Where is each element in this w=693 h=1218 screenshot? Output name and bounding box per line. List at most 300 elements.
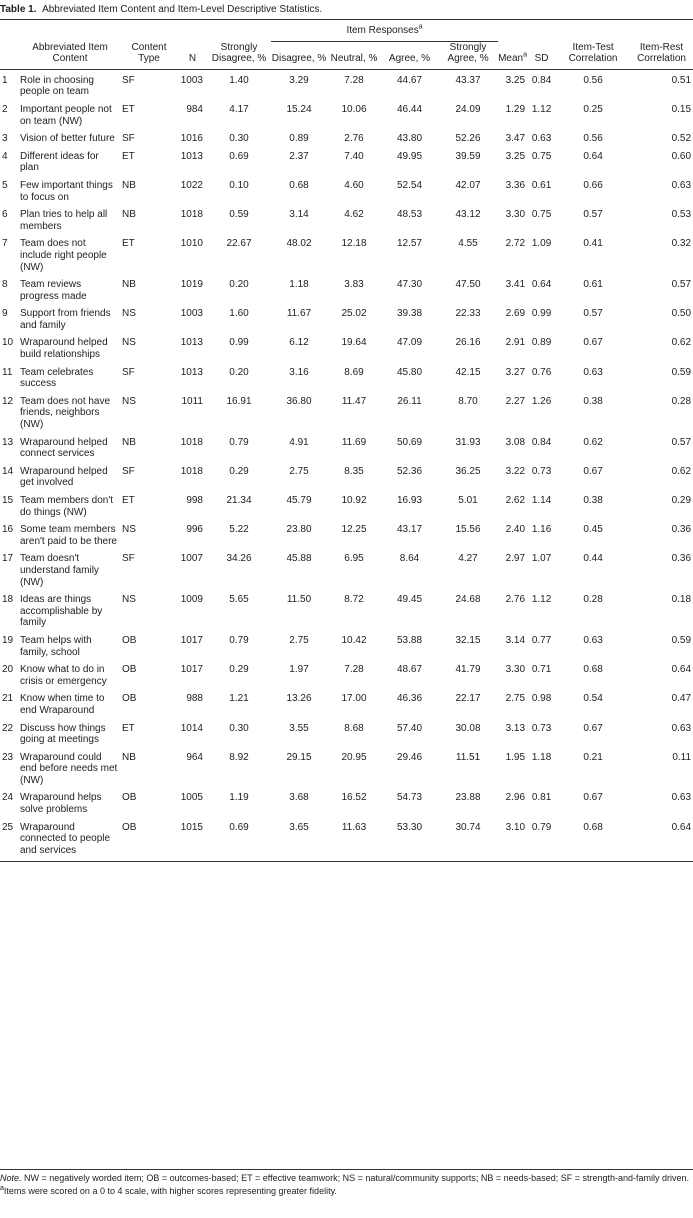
sd-value: 1.09 <box>531 238 552 250</box>
neutral-pct: 19.64 <box>341 337 367 349</box>
col-header-neutral: Neutral, % <box>327 41 381 69</box>
disagree-pct: 2.75 <box>289 634 309 646</box>
n-value: 1011 <box>181 395 203 407</box>
content-type: SF <box>122 133 135 145</box>
agree-pct: 45.80 <box>396 366 423 378</box>
mean-value: 2.91 <box>505 337 526 349</box>
n-value: 984 <box>186 103 203 115</box>
item-content: Team helps with family, school <box>20 634 92 658</box>
neutral-pct: 11.63 <box>327 816 381 862</box>
table-row <box>0 629 693 658</box>
item-test-correlation: 0.67 <box>583 337 603 349</box>
item-test-correlation: 0.21 <box>583 751 603 763</box>
agree-pct: 57.40 <box>396 722 423 734</box>
item-content: Support from friends and family <box>20 308 111 331</box>
row-index: 18 <box>2 594 14 606</box>
item-rest-correlation: 0.62 <box>671 465 692 477</box>
neutral-pct: 6.95 <box>344 553 364 565</box>
n-value: 1017 <box>180 634 203 646</box>
content-type: OB <box>122 792 137 804</box>
row-index: 1 <box>2 74 8 86</box>
neutral-pct: 25.02 <box>341 308 367 320</box>
strongly-disagree-pct: 1.19 <box>229 792 249 804</box>
neutral-pct: 16.52 <box>341 792 367 804</box>
content-type: NS <box>122 337 136 349</box>
disagree-pct: 45.88 <box>286 553 312 565</box>
disagree-pct: 0.89 <box>289 133 309 145</box>
strongly-agree-pct: 4.55 <box>458 238 478 250</box>
sd-value: 0.64 <box>531 279 552 291</box>
n-value: 1009 <box>180 594 203 606</box>
agree-pct: 49.45 <box>396 594 423 606</box>
agree-pct: 53.30 <box>381 816 438 862</box>
n-value: 988 <box>186 693 203 705</box>
disagree-pct: 15.24 <box>286 103 312 115</box>
item-rest-correlation: 0.51 <box>671 74 692 86</box>
table-row <box>0 302 693 331</box>
item-rest-correlation: 0.63 <box>671 722 692 734</box>
sd-value: 0.79 <box>527 816 556 862</box>
item-rest-correlation: 0.28 <box>671 395 692 407</box>
col-header-index <box>0 41 20 69</box>
table-row <box>0 145 693 174</box>
neutral-pct: 3.83 <box>344 279 364 291</box>
strongly-agree-pct: 8.70 <box>458 395 478 407</box>
agree-pct: 43.80 <box>396 133 423 145</box>
strongly-disagree-pct: 5.22 <box>229 524 249 536</box>
item-content: Wraparound helped get involved <box>20 465 108 489</box>
strongly-agree-pct: 15.56 <box>455 524 481 536</box>
n-value: 1022 <box>180 179 203 191</box>
strongly-agree-pct: 31.93 <box>455 436 481 448</box>
agree-pct: 47.30 <box>396 279 423 291</box>
table-notes <box>0 1173 690 1197</box>
row-index: 21 <box>2 693 14 705</box>
bottom-rule <box>0 1169 693 1170</box>
n-value: 1003 <box>180 74 203 86</box>
item-rest-correlation: 0.52 <box>671 133 692 145</box>
strongly-disagree-pct: 22.67 <box>226 238 252 250</box>
strongly-disagree-pct: 0.30 <box>229 722 249 734</box>
agree-pct: 53.88 <box>396 634 423 646</box>
sd-value: 1.12 <box>531 594 552 606</box>
content-type: NS <box>122 594 136 606</box>
sd-value: 0.75 <box>531 209 552 221</box>
mean-value: 3.27 <box>505 366 526 378</box>
item-content: Know when time to end Wraparound <box>20 693 105 716</box>
table-row <box>0 98 693 127</box>
neutral-pct: 8.68 <box>344 722 364 734</box>
neutral-pct: 8.72 <box>344 594 364 606</box>
row-index: 3 <box>2 133 8 145</box>
disagree-pct: 36.80 <box>286 395 312 407</box>
strongly-disagree-pct: 8.92 <box>229 751 249 763</box>
sd-value: 0.73 <box>531 465 552 477</box>
row-index: 24 <box>2 792 14 804</box>
descriptive-stats-table <box>0 22 693 862</box>
item-test-correlation: 0.57 <box>583 308 603 320</box>
item-content: Wraparound helps solve problems <box>20 792 102 816</box>
agree-pct: 44.67 <box>396 74 423 86</box>
item-rest-correlation: 0.57 <box>671 436 692 448</box>
n-value: 1003 <box>180 308 203 320</box>
sd-value: 0.77 <box>531 634 552 646</box>
content-type: SF <box>122 366 135 378</box>
content-type: NS <box>122 308 136 320</box>
item-content: Team celebrates success <box>20 366 94 390</box>
strongly-disagree-pct: 0.69 <box>229 150 249 162</box>
neutral-pct: 11.69 <box>341 436 367 448</box>
agree-pct: 8.64 <box>399 553 420 565</box>
neutral-pct: 10.06 <box>341 103 367 115</box>
table-row <box>0 816 693 862</box>
item-rest-correlation: 0.57 <box>671 279 692 291</box>
n-value: 1018 <box>180 436 203 448</box>
n-value: 1016 <box>180 133 203 145</box>
mean-value: 3.08 <box>505 436 526 448</box>
mean-value: 2.27 <box>505 395 526 407</box>
content-type: NB <box>122 751 136 763</box>
n-value: 1007 <box>180 553 203 565</box>
table-row <box>0 273 693 302</box>
row-index: 14 <box>2 465 14 477</box>
content-type: NB <box>122 436 136 448</box>
item-test-correlation: 0.56 <box>583 133 603 145</box>
col-header-item-test: Item-Test Correlation <box>556 41 630 69</box>
strongly-disagree-pct: 0.29 <box>229 465 249 477</box>
neutral-pct: 12.18 <box>341 238 367 250</box>
strongly-agree-pct: 22.33 <box>455 308 481 320</box>
row-index: 7 <box>2 238 8 250</box>
mean-value: 2.72 <box>505 238 526 250</box>
neutral-pct: 8.69 <box>344 366 364 378</box>
strongly-agree-pct: 39.59 <box>455 150 481 162</box>
sd-value: 1.18 <box>531 751 552 763</box>
item-content: Important people not on team (NW) <box>20 103 112 127</box>
disagree-pct: 3.29 <box>289 74 309 86</box>
strongly-disagree-pct: 0.59 <box>229 209 249 221</box>
sd-value: 1.12 <box>531 103 552 115</box>
item-rest-correlation: 0.63 <box>671 179 692 191</box>
item-content: Different ideas for plan <box>20 150 99 174</box>
agree-pct: 12.57 <box>396 238 423 250</box>
item-content: Vision of better future <box>20 133 115 145</box>
table-row <box>0 431 693 460</box>
n-value: 964 <box>186 751 203 763</box>
row-index: 5 <box>2 179 8 191</box>
col-header-content: Abbreviated Item Content <box>20 41 120 69</box>
item-rest-correlation: 0.32 <box>671 238 692 250</box>
strongly-agree-pct: 30.08 <box>455 722 481 734</box>
disagree-pct: 3.68 <box>289 792 309 804</box>
content-type: ET <box>122 103 135 115</box>
item-rest-correlation: 0.29 <box>671 495 692 506</box>
strongly-agree-pct: 47.50 <box>455 279 481 291</box>
strongly-disagree-pct: 21.34 <box>226 495 252 506</box>
caption-text: Abbreviated Item Content and Item-Level Descriptive Statistics. <box>42 4 323 15</box>
table-row <box>0 390 693 431</box>
strongly-disagree-pct: 16.91 <box>226 395 252 407</box>
strongly-disagree-pct: 34.26 <box>226 553 252 565</box>
disagree-pct: 4.91 <box>289 436 309 448</box>
mean-value: 3.47 <box>505 133 526 145</box>
disagree-pct: 45.79 <box>286 495 312 506</box>
item-content: Plan tries to help all members <box>20 209 108 232</box>
strongly-agree-pct: 5.01 <box>458 495 478 506</box>
strongly-disagree-pct: 0.99 <box>229 337 249 349</box>
table-row <box>0 203 693 232</box>
strongly-agree-pct: 43.37 <box>455 74 481 86</box>
table-row <box>0 489 693 518</box>
mean-value: 1.29 <box>505 103 526 115</box>
footnote-text: Items were scored on a 0 to 4 scale, with higher scores representing greater fidelity. <box>3 1186 337 1196</box>
table-row <box>0 717 693 746</box>
note-line <box>0 1173 690 1184</box>
strongly-disagree-pct: 0.79 <box>229 634 249 646</box>
item-test-correlation: 0.38 <box>583 395 603 407</box>
note-label: Note. <box>0 1173 22 1183</box>
table-row <box>0 588 693 629</box>
table-row <box>0 361 693 390</box>
content-type: NB <box>122 209 136 221</box>
neutral-pct: 4.62 <box>344 209 364 221</box>
mean-value: 2.97 <box>505 553 526 565</box>
table-row <box>0 687 693 716</box>
agree-pct: 52.36 <box>396 465 423 477</box>
item-content: Discuss how things going at meetings <box>20 722 106 746</box>
strongly-disagree-pct: 5.65 <box>229 594 249 606</box>
mean-value: 3.10 <box>498 816 527 862</box>
item-test-correlation: 0.68 <box>583 664 603 676</box>
item-rest-correlation: 0.60 <box>671 150 692 162</box>
strongly-agree-pct: 43.12 <box>455 209 481 221</box>
table-caption <box>0 4 322 16</box>
item-test-correlation: 0.64 <box>583 150 603 162</box>
item-test-correlation: 0.63 <box>583 366 603 378</box>
item-rest-correlation: 0.36 <box>671 553 692 565</box>
disagree-pct: 2.37 <box>289 150 309 162</box>
item-test-correlation: 0.54 <box>583 693 603 705</box>
item-content: Team doesn't understand family (NW) <box>20 553 99 588</box>
neutral-pct: 12.25 <box>341 524 367 536</box>
strongly-disagree-pct: 0.30 <box>229 133 249 145</box>
mean-value: 2.69 <box>505 308 526 320</box>
disagree-pct: 3.65 <box>271 816 327 862</box>
sd-value: 0.98 <box>531 693 552 705</box>
mean-value: 3.22 <box>505 465 526 477</box>
mean-value: 3.25 <box>505 150 526 162</box>
n-value: 1018 <box>180 465 203 477</box>
item-rest-correlation: 0.59 <box>671 366 692 378</box>
disagree-pct: 2.75 <box>289 465 309 477</box>
item-content: Wraparound helped connect services <box>20 436 108 460</box>
row-index: 19 <box>2 634 14 646</box>
neutral-pct: 4.60 <box>344 179 364 191</box>
sd-value: 1.16 <box>531 524 552 536</box>
mean-value: 1.95 <box>505 751 526 763</box>
item-rest-correlation: 0.47 <box>671 693 692 705</box>
strongly-agree-pct: 42.07 <box>455 179 481 191</box>
agree-pct: 47.09 <box>396 337 423 349</box>
item-rest-correlation: 0.18 <box>671 594 692 606</box>
row-index: 6 <box>2 209 8 221</box>
item-test-correlation: 0.67 <box>583 465 603 477</box>
sd-value: 0.71 <box>531 664 552 676</box>
mean-value: 3.30 <box>505 209 526 221</box>
footnote-line <box>0 1186 690 1197</box>
col-header-item-rest: Item-Rest Correlation <box>630 41 693 69</box>
neutral-pct: 17.00 <box>341 693 367 705</box>
content-type: SF <box>122 465 135 477</box>
row-index: 12 <box>2 395 14 407</box>
table-row <box>0 460 693 489</box>
mean-value: 3.25 <box>505 74 526 86</box>
item-content: Wraparound could end before needs met (NW) <box>20 751 118 786</box>
col-header-sd: SD <box>527 41 556 69</box>
strongly-agree-pct: 23.88 <box>455 792 481 804</box>
row-index: 9 <box>2 308 8 320</box>
sd-value: 0.99 <box>531 308 552 320</box>
col-header-type: Content Type <box>120 41 178 69</box>
disagree-pct: 0.68 <box>289 179 309 191</box>
n-value: 1018 <box>180 209 203 221</box>
disagree-pct: 1.97 <box>289 664 309 676</box>
table-row <box>0 69 693 98</box>
item-test-correlation: 0.62 <box>583 436 603 448</box>
caption-label: Table 1. <box>0 4 37 15</box>
neutral-pct: 7.28 <box>344 664 364 676</box>
item-content: Team does not include right people (NW) <box>20 238 107 273</box>
row-index: 16 <box>2 524 14 536</box>
strongly-agree-pct: 41.79 <box>455 664 481 676</box>
content-type: OB <box>122 664 137 676</box>
mean-value: 2.76 <box>505 594 526 606</box>
sd-value: 1.14 <box>531 495 552 506</box>
strongly-disagree-pct: 0.29 <box>229 664 249 676</box>
col-header-agree: Agree, % <box>381 41 438 69</box>
item-rest-correlation: 0.64 <box>671 664 692 676</box>
agree-pct: 52.54 <box>396 179 423 191</box>
neutral-pct: 10.42 <box>341 634 367 646</box>
item-test-correlation: 0.56 <box>583 74 603 86</box>
item-test-correlation: 0.38 <box>583 495 603 506</box>
strongly-disagree-pct: 1.60 <box>229 308 249 320</box>
sd-value: 1.07 <box>531 553 552 565</box>
disagree-pct: 3.55 <box>289 722 309 734</box>
row-index: 8 <box>2 279 8 291</box>
agree-pct: 50.69 <box>396 436 423 448</box>
strongly-agree-pct: 24.09 <box>455 103 481 115</box>
content-type: NB <box>122 179 136 191</box>
neutral-pct: 7.40 <box>344 150 364 162</box>
n-value: 1005 <box>180 792 203 804</box>
disagree-pct: 1.18 <box>289 279 309 291</box>
item-test-correlation: 0.57 <box>583 209 603 221</box>
content-type: ET <box>122 238 135 250</box>
row-index: 15 <box>2 495 14 506</box>
item-test-correlation: 0.66 <box>583 179 603 191</box>
strongly-agree-pct: 30.74 <box>438 816 498 862</box>
item-rest-correlation: 0.50 <box>671 308 692 320</box>
col-header-strongly-agree: Strongly Agree, % <box>438 41 498 69</box>
agree-pct: 46.36 <box>396 693 423 705</box>
item-content: Team does not have friends, neighbors (NW) <box>20 395 111 431</box>
strongly-agree-pct: 42.15 <box>455 366 481 378</box>
note-text: NW = negatively worded item; OB = outcomes-based; ET = effective teamwork; NS = natural/community supports; NB = needs-based; SF = strength-and-family driven. <box>24 1173 690 1183</box>
item-content: Team reviews progress made <box>20 279 87 302</box>
disagree-pct: 11.50 <box>286 594 312 606</box>
mean-value: 2.75 <box>505 693 526 705</box>
item-rest-correlation: 0.63 <box>671 792 692 804</box>
n-value: 1013 <box>180 150 203 162</box>
strongly-disagree-pct: 1.21 <box>229 693 249 705</box>
sd-value: 0.75 <box>531 150 552 162</box>
agree-pct: 26.11 <box>397 395 422 407</box>
item-content: Few important things to focus on <box>20 179 113 203</box>
strongly-agree-pct: 11.51 <box>455 751 481 763</box>
agree-pct: 16.93 <box>396 495 423 506</box>
content-type: SF <box>122 74 135 86</box>
sd-value: 0.61 <box>531 179 552 191</box>
item-content: Some team members aren't paid to be there <box>20 524 117 547</box>
table-row <box>0 174 693 203</box>
content-type: ET <box>122 150 135 162</box>
disagree-pct: 29.15 <box>286 751 312 763</box>
mean-value: 2.96 <box>505 792 526 804</box>
strongly-disagree-pct: 0.69 <box>207 816 271 862</box>
n-value: 1019 <box>180 279 203 291</box>
strongly-agree-pct: 22.17 <box>455 693 481 705</box>
table-row <box>0 658 693 687</box>
neutral-pct: 8.35 <box>344 465 364 477</box>
disagree-pct: 6.12 <box>289 337 309 349</box>
strongly-disagree-pct: 0.10 <box>229 179 249 191</box>
item-rest-correlation: 0.53 <box>671 209 692 221</box>
content-type: NS <box>122 524 136 536</box>
strongly-disagree-pct: 1.40 <box>229 74 249 86</box>
mean-value: 2.40 <box>505 524 526 536</box>
sd-value: 1.26 <box>531 395 552 407</box>
n-value: 1010 <box>180 238 203 250</box>
sd-value: 0.63 <box>531 133 552 145</box>
disagree-pct: 3.16 <box>289 366 309 378</box>
item-test-correlation: 0.67 <box>583 792 603 804</box>
table-head <box>0 22 693 69</box>
content-type: NB <box>122 279 136 291</box>
neutral-pct: 10.92 <box>341 495 367 506</box>
strongly-agree-pct: 52.26 <box>455 133 481 145</box>
content-type: ET <box>122 495 135 506</box>
content-type: OB <box>122 634 137 646</box>
disagree-pct: 3.14 <box>289 209 309 221</box>
agree-pct: 48.53 <box>396 209 423 221</box>
n-value: 1013 <box>180 366 203 378</box>
strongly-disagree-pct: 0.79 <box>229 436 249 448</box>
footnote-marker: a <box>0 1185 4 1192</box>
row-index: 11 <box>2 366 13 378</box>
item-rest-correlation: 0.59 <box>671 634 692 646</box>
item-content: Know what to do in crisis or emergency <box>20 664 107 687</box>
top-rule <box>0 19 693 20</box>
table-body <box>0 69 693 862</box>
sd-value: 0.89 <box>531 337 552 349</box>
mean-value: 3.14 <box>505 634 526 646</box>
content-type: SF <box>122 553 135 565</box>
disagree-pct: 23.80 <box>286 524 312 536</box>
sd-value: 0.81 <box>531 792 552 804</box>
n-value: 1013 <box>180 337 203 349</box>
n-value: 996 <box>186 524 203 536</box>
